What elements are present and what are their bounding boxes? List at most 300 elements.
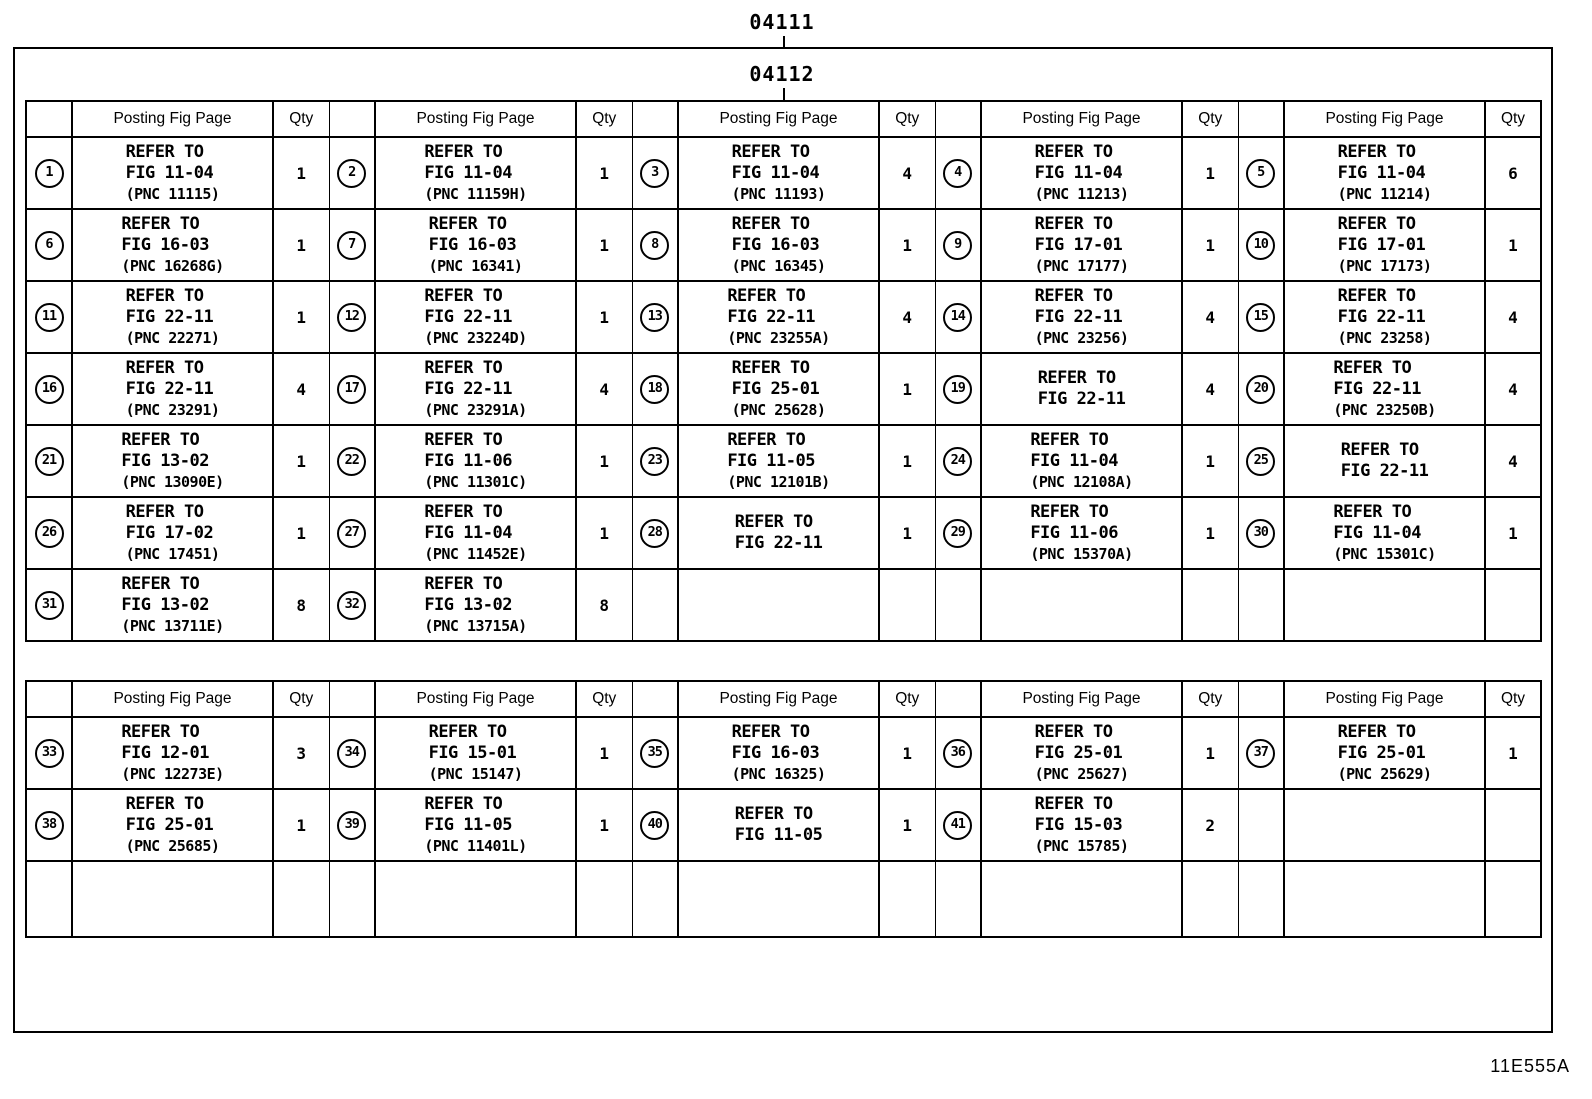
pnc-line: (PNC 11159H) [424, 184, 527, 203]
pnc-line: (PNC 23250B) [1333, 400, 1436, 419]
qty-cell [273, 497, 329, 569]
fig-page-line: FIG 11-04 [125, 162, 214, 183]
item-number-cell [329, 353, 375, 425]
qty-cell [1485, 425, 1541, 497]
refer-to-block [727, 430, 829, 493]
refer-to-line: REFER TO [424, 573, 503, 594]
fig-page-line: FIG 22-11 [1034, 306, 1123, 327]
fig-page-line: FIG 22-11 [1333, 378, 1421, 399]
qty-cell [576, 137, 632, 209]
qty-value: 1 [599, 235, 610, 255]
qty-value: 1 [1205, 743, 1216, 763]
table-row [26, 497, 1541, 569]
pnc-line: (PNC 12273E) [121, 764, 224, 783]
qty-cell [879, 497, 935, 569]
posting-fig-page-cell [981, 425, 1182, 497]
qty-value: 4 [599, 379, 610, 399]
pnc-line: (PNC 11115) [125, 184, 220, 203]
qty-cell [879, 353, 935, 425]
item-number-badge: 27 [337, 519, 366, 548]
qty-cell [1485, 497, 1541, 569]
posting-fig-page-cell [375, 861, 576, 937]
posting-fig-page-cell [1284, 717, 1485, 789]
column-header-posting-fig-page: Posting Fig Page [1284, 101, 1485, 137]
item-number-cell [935, 717, 981, 789]
posting-fig-page-cell [678, 717, 879, 789]
refer-to-block [1030, 502, 1132, 565]
qty-cell [576, 861, 632, 937]
fig-page-line: FIG 17-02 [125, 522, 214, 543]
pnc-line: (PNC 17173) [1337, 256, 1432, 275]
item-number-cell [935, 569, 981, 641]
item-number-badge: 8 [640, 231, 669, 260]
qty-value: 1 [599, 307, 610, 327]
qty-cell [576, 281, 632, 353]
posting-fig-page-cell [375, 353, 576, 425]
qty-cell [1485, 353, 1541, 425]
pnc-line: (PNC 23224D) [424, 328, 527, 347]
posting-fig-page-cell [375, 497, 576, 569]
qty-cell [1182, 569, 1238, 641]
item-number-badge: 19 [943, 375, 972, 404]
refer-to-line: REFER TO [731, 721, 810, 742]
fig-page-line: FIG 22-11 [734, 533, 823, 553]
fig-page-line: FIG 16-03 [121, 234, 209, 255]
fig-page-line: FIG 25-01 [125, 814, 214, 835]
qty-value: 1 [296, 163, 307, 183]
column-header-posting-fig-page: Posting Fig Page [981, 101, 1182, 137]
item-number-badge: 18 [640, 375, 669, 404]
leader-tick-outer [783, 36, 785, 47]
item-number-badge: 22 [337, 447, 366, 476]
item-number-badge: 17 [337, 375, 366, 404]
posting-fig-page-cell [981, 281, 1182, 353]
fig-page-line: FIG 25-01 [1337, 742, 1426, 763]
refer-to-block [1333, 502, 1435, 565]
fig-page-line: FIG 13-02 [121, 450, 209, 471]
refer-to-block [126, 286, 220, 349]
refer-to-block [429, 214, 523, 277]
posting-fig-page-cell [72, 717, 273, 789]
pnc-line: (PNC 25629) [1337, 764, 1432, 783]
item-number-badge: 13 [640, 303, 669, 332]
fig-page-line: FIG 16-03 [731, 742, 820, 763]
table-row [26, 425, 1541, 497]
pnc-line: (PNC 23291A) [424, 400, 527, 419]
qty-value: 2 [1205, 815, 1216, 835]
item-number-badge: 10 [1246, 231, 1275, 260]
item-number-cell [26, 717, 72, 789]
pnc-line: (PNC 25628) [731, 400, 826, 419]
refer-to-block [1035, 286, 1129, 349]
posting-fig-page-cell [1284, 353, 1485, 425]
posting-fig-page-cell [981, 209, 1182, 281]
item-number-cell [329, 425, 375, 497]
pnc-line: (PNC 22271) [125, 328, 220, 347]
qty-value: 4 [1205, 379, 1216, 399]
qty-cell [273, 717, 329, 789]
qty-value: 1 [296, 523, 307, 543]
posting-fig-page-cell [678, 861, 879, 937]
pnc-line: (PNC 16268G) [121, 256, 224, 275]
item-number-badge: 39 [337, 811, 366, 840]
refer-to-line: REFER TO [121, 213, 200, 234]
column-header-posting-fig-page: Posting Fig Page [678, 681, 879, 717]
qty-value: 1 [599, 743, 610, 763]
pnc-line: (PNC 25685) [125, 836, 220, 855]
posting-fig-page-cell [1284, 789, 1485, 861]
fig-page-line: FIG 17-01 [1034, 234, 1123, 255]
posting-fig-page-cell [981, 789, 1182, 861]
item-number-badge: 2 [337, 159, 366, 188]
posting-fig-page-cell [1284, 497, 1485, 569]
pnc-line: (PNC 12101B) [727, 472, 830, 491]
posting-fig-page-cell [678, 497, 879, 569]
refer-to-block [424, 142, 526, 205]
qty-cell [879, 789, 935, 861]
posting-fig-page-cell [375, 789, 576, 861]
qty-cell [1182, 861, 1238, 937]
qty-cell [273, 861, 329, 937]
item-number-header-spacer [632, 681, 678, 717]
refer-to-line: REFER TO [1337, 141, 1416, 162]
refer-to-block [424, 574, 526, 637]
item-number-badge: 32 [337, 591, 366, 620]
item-number-cell [632, 137, 678, 209]
table-row [26, 137, 1541, 209]
item-number-badge: 38 [35, 811, 64, 840]
column-header-qty: Qty [273, 101, 329, 137]
posting-fig-page-cell [981, 137, 1182, 209]
fig-page-line: FIG 11-04 [731, 162, 820, 183]
column-header-posting-fig-page: Posting Fig Page [72, 681, 273, 717]
posting-fig-page-cell [1284, 861, 1485, 937]
refer-to-block [1338, 722, 1432, 785]
qty-cell [879, 137, 935, 209]
qty-value: 4 [1508, 451, 1518, 471]
posting-fig-page-cell [981, 717, 1182, 789]
item-number-cell [935, 425, 981, 497]
posting-fig-page-cell [72, 209, 273, 281]
qty-value: 1 [599, 523, 610, 543]
refer-to-block [732, 722, 826, 785]
posting-fig-page-cell [72, 281, 273, 353]
item-number-cell [26, 861, 72, 937]
item-number-cell [26, 137, 72, 209]
pnc-line: (PNC 23256) [1034, 328, 1129, 347]
item-number-cell [935, 281, 981, 353]
refer-to-block [121, 574, 223, 637]
item-number-badge: 7 [337, 231, 366, 260]
refer-to-block [1035, 722, 1129, 785]
column-header-qty: Qty [879, 101, 935, 137]
item-number-cell [26, 281, 72, 353]
refer-to-block [727, 286, 829, 349]
fig-page-line: FIG 22-11 [1340, 461, 1429, 481]
refer-to-line: REFER TO [424, 429, 503, 450]
table-row [26, 789, 1541, 861]
refer-to-line: REFER TO [734, 512, 813, 532]
posting-fig-page-cell [678, 425, 879, 497]
qty-cell [1182, 353, 1238, 425]
posting-fig-page-cell [678, 789, 879, 861]
posting-fig-page-cell [678, 353, 879, 425]
column-header-posting-fig-page: Posting Fig Page [375, 101, 576, 137]
item-number-cell [26, 569, 72, 641]
refer-to-line: REFER TO [1034, 141, 1113, 162]
qty-cell [879, 717, 935, 789]
table-row [26, 717, 1541, 789]
qty-cell [273, 789, 329, 861]
refer-to-block [1338, 214, 1432, 277]
item-number-cell [26, 425, 72, 497]
refer-to-line: REFER TO [1340, 440, 1419, 460]
item-number-cell [1238, 281, 1284, 353]
group-code-04111: 04111 [749, 10, 815, 34]
refer-to-line: REFER TO [727, 285, 806, 306]
refer-to-block [424, 358, 526, 421]
item-number-cell [1238, 569, 1284, 641]
fig-page-line: FIG 11-06 [424, 450, 512, 471]
qty-value: 1 [902, 235, 913, 255]
item-number-badge: 11 [35, 303, 64, 332]
group-code-04112: 04112 [749, 62, 815, 86]
qty-cell [879, 569, 935, 641]
item-number-cell [632, 861, 678, 937]
posting-fig-page-cell [72, 861, 273, 937]
fig-page-line: FIG 22-11 [1037, 389, 1126, 409]
refer-to-line: REFER TO [428, 213, 507, 234]
item-number-badge: 31 [35, 591, 64, 620]
qty-cell [1485, 209, 1541, 281]
item-number-badge: 35 [640, 739, 669, 768]
fig-page-line: FIG 11-04 [1333, 522, 1421, 543]
item-number-cell [26, 789, 72, 861]
item-number-cell [935, 789, 981, 861]
qty-value: 4 [1508, 379, 1518, 399]
item-number-cell [1238, 137, 1284, 209]
item-number-cell [329, 569, 375, 641]
posting-fig-page-cell [72, 137, 273, 209]
pnc-line: (PNC 11301C) [424, 472, 527, 491]
refer-to-block [1035, 794, 1129, 857]
column-header-qty: Qty [1182, 681, 1238, 717]
column-header-qty: Qty [576, 681, 632, 717]
refer-to-block [1338, 286, 1432, 349]
refer-to-block [1333, 358, 1435, 421]
item-number-badge: 36 [943, 739, 972, 768]
refer-to-block [732, 142, 826, 205]
refer-to-block [732, 358, 826, 421]
refer-to-block [735, 512, 823, 554]
fig-page-line: FIG 16-03 [731, 234, 820, 255]
qty-value: 1 [1508, 523, 1518, 543]
item-number-cell [632, 281, 678, 353]
qty-value: 1 [296, 235, 307, 255]
qty-value: 1 [1508, 743, 1518, 763]
fig-page-line: FIG 11-05 [727, 450, 815, 471]
refer-to-line: REFER TO [424, 285, 503, 306]
qty-cell [1485, 717, 1541, 789]
fig-page-line: FIG 17-01 [1337, 234, 1426, 255]
refer-to-line: REFER TO [1337, 213, 1416, 234]
posting-fig-page-cell [678, 137, 879, 209]
qty-cell [1485, 137, 1541, 209]
pnc-line: (PNC 13711E) [121, 616, 224, 635]
item-number-cell [329, 281, 375, 353]
refer-to-block [732, 214, 826, 277]
fig-page-line: FIG 11-04 [424, 522, 512, 543]
item-number-header-spacer [329, 681, 375, 717]
item-number-cell [632, 425, 678, 497]
fig-page-line: FIG 15-01 [428, 742, 517, 763]
pnc-line: (PNC 23255A) [727, 328, 830, 347]
qty-value: 1 [296, 451, 307, 471]
fig-page-line: FIG 11-05 [424, 814, 512, 835]
item-number-cell [632, 717, 678, 789]
qty-value: 1 [1508, 235, 1518, 255]
qty-value: 1 [1205, 235, 1216, 255]
item-number-badge: 24 [943, 447, 972, 476]
fig-page-line: FIG 15-03 [1034, 814, 1123, 835]
pnc-line: (PNC 25627) [1034, 764, 1129, 783]
refer-to-line: REFER TO [125, 141, 204, 162]
table-row [26, 861, 1541, 937]
posting-reference-table-1 [25, 100, 1542, 642]
leader-tick-inner [783, 88, 785, 100]
qty-value: 4 [1508, 307, 1518, 327]
refer-to-line: REFER TO [1337, 285, 1416, 306]
item-number-badge: 3 [640, 159, 669, 188]
item-number-header-spacer [1238, 681, 1284, 717]
refer-to-block [424, 286, 526, 349]
item-number-badge: 6 [35, 231, 64, 260]
qty-value: 1 [1205, 451, 1216, 471]
refer-to-line: REFER TO [731, 141, 810, 162]
column-header-posting-fig-page: Posting Fig Page [72, 101, 273, 137]
pnc-line: (PNC 11193) [731, 184, 826, 203]
fig-page-line: FIG 22-11 [424, 378, 512, 399]
refer-to-line: REFER TO [1034, 285, 1113, 306]
pnc-line: (PNC 12108A) [1030, 472, 1133, 491]
column-header-qty: Qty [879, 681, 935, 717]
posting-fig-page-cell [375, 137, 576, 209]
posting-reference-table-2 [25, 680, 1542, 938]
qty-value: 1 [1205, 163, 1216, 183]
item-number-cell [935, 861, 981, 937]
pnc-line: (PNC 11452E) [424, 544, 527, 563]
item-number-cell [935, 137, 981, 209]
table-row [26, 353, 1541, 425]
posting-fig-page-cell [678, 209, 879, 281]
item-number-badge: 16 [35, 375, 64, 404]
posting-fig-page-cell [678, 569, 879, 641]
refer-to-line: REFER TO [424, 141, 503, 162]
pnc-line: (PNC 23291) [125, 400, 220, 419]
qty-value: 4 [296, 379, 307, 399]
pnc-line: (PNC 11214) [1337, 184, 1432, 203]
item-number-badge: 40 [640, 811, 669, 840]
posting-fig-page-cell [981, 497, 1182, 569]
qty-cell [1182, 425, 1238, 497]
refer-to-line: REFER TO [424, 357, 503, 378]
refer-to-line: REFER TO [727, 429, 806, 450]
item-number-badge: 15 [1246, 303, 1275, 332]
item-number-badge: 9 [943, 231, 972, 260]
refer-to-line: REFER TO [1034, 793, 1113, 814]
item-number-cell [935, 353, 981, 425]
refer-to-line: REFER TO [1037, 368, 1116, 388]
qty-cell [576, 569, 632, 641]
refer-to-line: REFER TO [731, 357, 810, 378]
item-number-cell [329, 137, 375, 209]
qty-cell [1182, 717, 1238, 789]
column-header-posting-fig-page: Posting Fig Page [1284, 681, 1485, 717]
column-header-qty: Qty [1182, 101, 1238, 137]
refer-to-block [424, 502, 526, 565]
item-number-badge: 5 [1246, 159, 1275, 188]
qty-value: 1 [902, 379, 913, 399]
qty-value: 4 [1205, 307, 1216, 327]
posting-fig-page-cell [981, 861, 1182, 937]
qty-value: 8 [296, 595, 307, 615]
pnc-line: (PNC 15147) [428, 764, 523, 783]
fig-page-line: FIG 22-11 [1337, 306, 1426, 327]
refer-to-block [424, 794, 526, 857]
qty-cell [273, 137, 329, 209]
qty-cell [879, 425, 935, 497]
item-number-cell [632, 789, 678, 861]
posting-fig-page-cell [1284, 281, 1485, 353]
item-number-cell [1238, 717, 1284, 789]
refer-to-line: REFER TO [121, 429, 200, 450]
posting-fig-page-cell [72, 497, 273, 569]
item-number-badge: 25 [1246, 447, 1275, 476]
fig-page-line: FIG 22-11 [424, 306, 512, 327]
qty-value: 6 [1508, 163, 1518, 183]
item-number-cell [1238, 861, 1284, 937]
item-number-cell [329, 861, 375, 937]
item-number-cell [632, 209, 678, 281]
pnc-line: (PNC 17451) [125, 544, 220, 563]
qty-value: 1 [296, 307, 307, 327]
refer-to-line: REFER TO [428, 721, 507, 742]
qty-cell [1182, 209, 1238, 281]
posting-fig-page-cell [375, 281, 576, 353]
qty-cell [576, 789, 632, 861]
item-number-badge: 34 [337, 739, 366, 768]
item-number-badge: 20 [1246, 375, 1275, 404]
fig-page-line: FIG 25-01 [1034, 742, 1123, 763]
qty-cell [576, 209, 632, 281]
item-number-badge: 21 [35, 447, 64, 476]
fig-page-line: FIG 11-04 [1034, 162, 1123, 183]
qty-value: 8 [599, 595, 610, 615]
item-number-badge: 26 [35, 519, 64, 548]
qty-cell [1485, 281, 1541, 353]
item-number-header-spacer [935, 101, 981, 137]
qty-cell [879, 209, 935, 281]
refer-to-line: REFER TO [125, 793, 204, 814]
qty-cell [1182, 789, 1238, 861]
item-number-cell [935, 497, 981, 569]
refer-to-line: REFER TO [121, 573, 200, 594]
posting-fig-page-cell [375, 209, 576, 281]
qty-cell [576, 353, 632, 425]
refer-to-line: REFER TO [125, 357, 204, 378]
posting-fig-page-cell [981, 569, 1182, 641]
refer-to-block [121, 214, 223, 277]
